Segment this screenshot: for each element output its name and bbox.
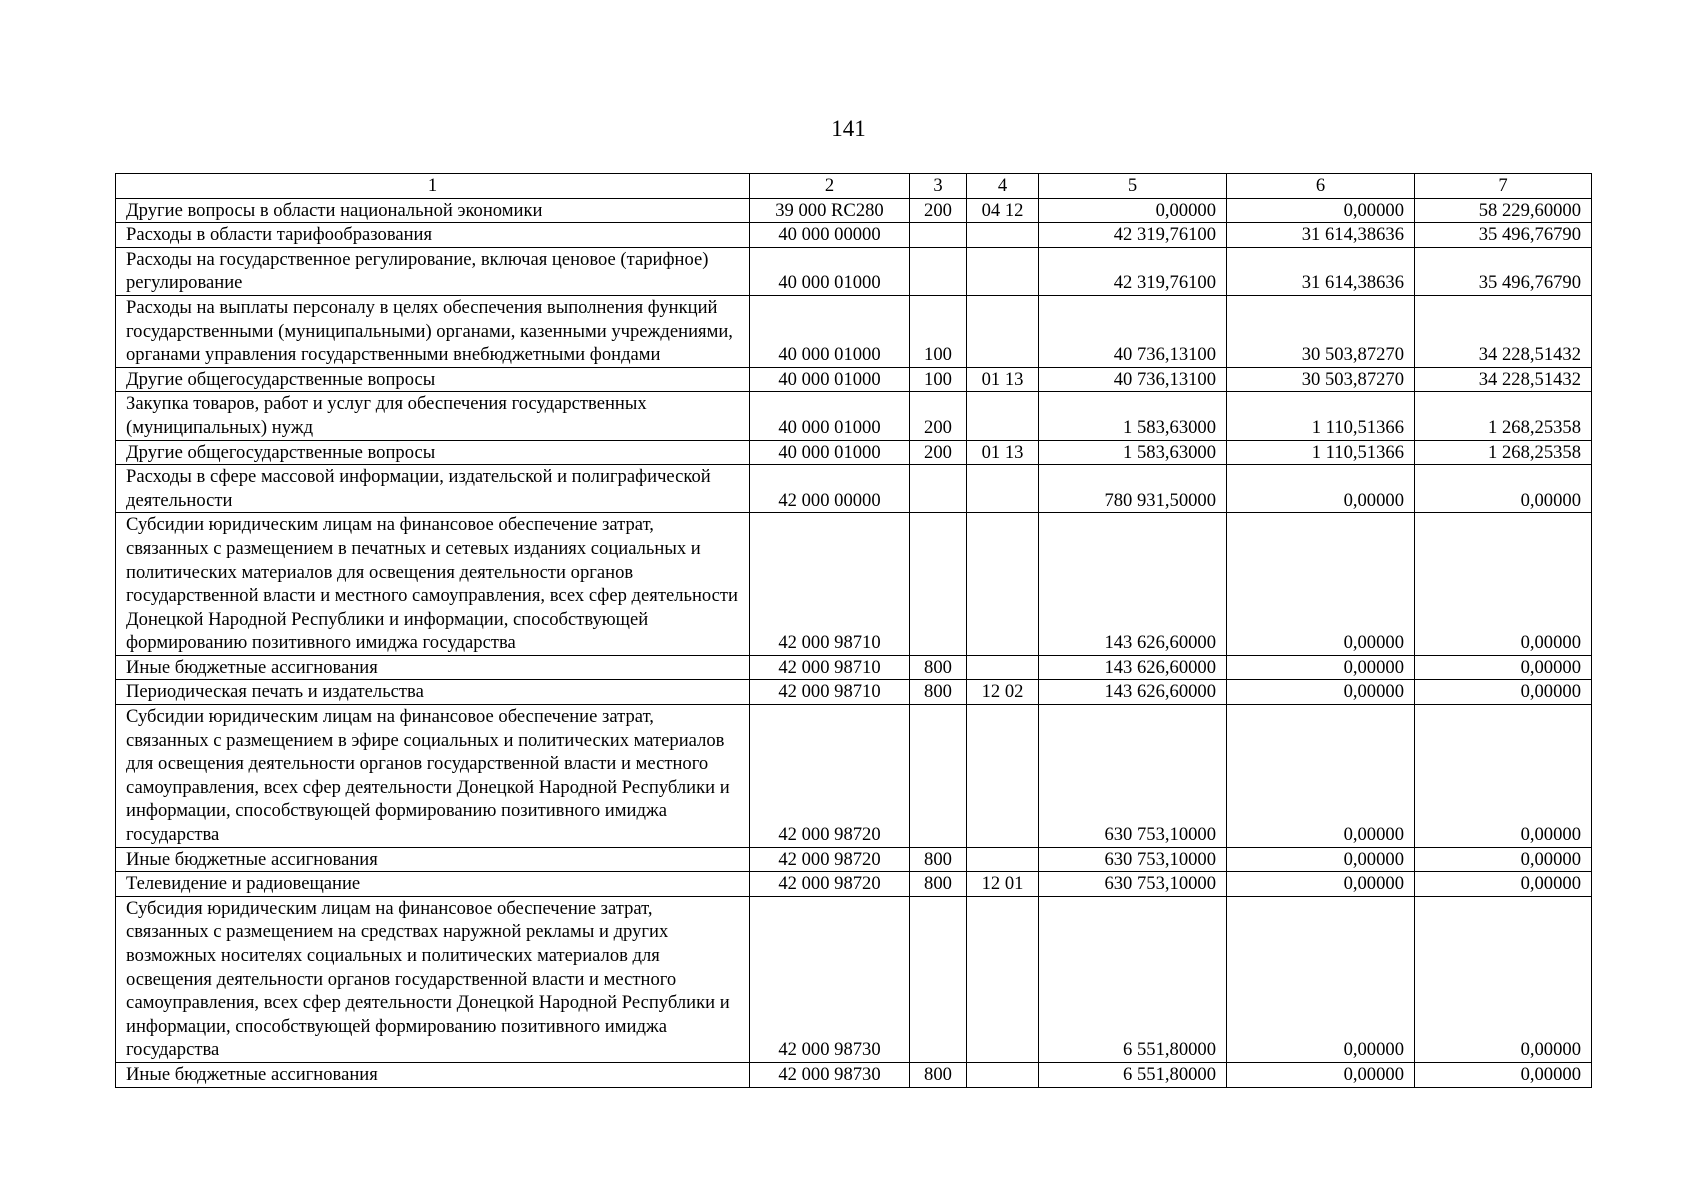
row-section-code	[967, 847, 1039, 872]
row-amount-col7: 0,00000	[1415, 872, 1592, 897]
row-amount-col6: 30 503,87270	[1227, 367, 1415, 392]
row-amount-col6: 1 110,51366	[1227, 392, 1415, 440]
row-amount-col5: 630 753,10000	[1039, 847, 1227, 872]
row-amount-col7: 35 496,76790	[1415, 223, 1592, 248]
row-amount-col6: 0,00000	[1227, 655, 1415, 680]
row-expense-type	[910, 705, 967, 848]
row-target-code: 40 000 00000	[750, 223, 910, 248]
row-name: Расходы на выплаты персоналу в целях обеспечения выполнения функций государственными (муниципальными) органами, казенными учреждениями, органами управления государственными внебюджетными фондами	[116, 295, 750, 367]
row-expense-type: 800	[910, 680, 967, 705]
table-row	[116, 465, 1592, 513]
row-amount-col5: 42 319,76100	[1039, 223, 1227, 248]
row-amount-col5: 42 319,76100	[1039, 247, 1227, 295]
table-row	[116, 872, 1592, 897]
row-expense-type	[910, 513, 967, 656]
row-expense-type: 800	[910, 655, 967, 680]
row-amount-col5: 143 626,60000	[1039, 513, 1227, 656]
table-row	[116, 295, 1592, 367]
row-name: Иные бюджетные ассигнования	[116, 847, 750, 872]
table-row	[116, 655, 1592, 680]
row-target-code: 42 000 98710	[750, 680, 910, 705]
row-amount-col7: 1 268,25358	[1415, 392, 1592, 440]
row-amount-col6: 1 110,51366	[1227, 440, 1415, 465]
row-target-code: 42 000 98730	[750, 1062, 910, 1087]
budget-table	[115, 173, 1592, 1088]
row-amount-col5: 1 583,63000	[1039, 440, 1227, 465]
row-section-code	[967, 295, 1039, 367]
table-row	[116, 247, 1592, 295]
row-section-code	[967, 392, 1039, 440]
row-section-code	[967, 896, 1039, 1062]
row-expense-type: 200	[910, 392, 967, 440]
table-row	[116, 392, 1592, 440]
row-name: Иные бюджетные ассигнования	[116, 655, 750, 680]
row-expense-type: 100	[910, 367, 967, 392]
row-target-code: 42 000 98730	[750, 896, 910, 1062]
row-target-code: 42 000 98710	[750, 513, 910, 656]
row-expense-type	[910, 465, 967, 513]
row-amount-col5: 40 736,13100	[1039, 367, 1227, 392]
row-amount-col6: 0,00000	[1227, 896, 1415, 1062]
row-target-code: 40 000 01000	[750, 367, 910, 392]
row-name: Закупка товаров, работ и услуг для обеспечения государственных (муниципальных) нужд	[116, 392, 750, 440]
row-name: Расходы в области тарифообразования	[116, 223, 750, 248]
table-row	[116, 440, 1592, 465]
row-amount-col7: 34 228,51432	[1415, 295, 1592, 367]
row-target-code: 42 000 98710	[750, 655, 910, 680]
column-number: 6	[1227, 174, 1415, 199]
table-row	[116, 223, 1592, 248]
row-target-code: 40 000 01000	[750, 295, 910, 367]
row-amount-col5: 0,00000	[1039, 198, 1227, 223]
row-amount-col6: 0,00000	[1227, 847, 1415, 872]
row-amount-col5: 630 753,10000	[1039, 872, 1227, 897]
row-name: Телевидение и радиовещание	[116, 872, 750, 897]
table-row	[116, 705, 1592, 848]
table-row	[116, 680, 1592, 705]
row-amount-col6: 30 503,87270	[1227, 295, 1415, 367]
column-number: 5	[1039, 174, 1227, 199]
table-row	[116, 198, 1592, 223]
column-number: 7	[1415, 174, 1592, 199]
row-amount-col6: 0,00000	[1227, 513, 1415, 656]
table-row	[116, 513, 1592, 656]
row-amount-col7: 0,00000	[1415, 655, 1592, 680]
row-expense-type	[910, 247, 967, 295]
row-section-code	[967, 247, 1039, 295]
table-row	[116, 847, 1592, 872]
row-target-code: 39 000 RC280	[750, 198, 910, 223]
row-expense-type: 200	[910, 198, 967, 223]
row-target-code: 42 000 98720	[750, 872, 910, 897]
column-number: 4	[967, 174, 1039, 199]
row-amount-col5: 40 736,13100	[1039, 295, 1227, 367]
row-amount-col7: 34 228,51432	[1415, 367, 1592, 392]
row-amount-col6: 31 614,38636	[1227, 223, 1415, 248]
column-number: 3	[910, 174, 967, 199]
row-name: Другие общегосударственные вопросы	[116, 440, 750, 465]
row-name: Расходы в сфере массовой информации, издательской и полиграфической деятельности	[116, 465, 750, 513]
table-row	[116, 1062, 1592, 1087]
row-amount-col7: 0,00000	[1415, 513, 1592, 656]
row-target-code: 42 000 98720	[750, 705, 910, 848]
row-amount-col6: 0,00000	[1227, 1062, 1415, 1087]
row-name: Субсидии юридическим лицам на финансовое обеспечение затрат, связанных с размещением в печатных и сетевых изданиях социальных и политических материалов для освещения деятельности органов государственной власти и местного самоуправления, всех сфер деятельности Донецкой Народной Республики и информации, способствующей формированию позитивного имиджа государства	[116, 513, 750, 656]
column-number-row	[116, 174, 1592, 199]
row-name: Расходы на государственное регулирование, включая ценовое (тарифное) регулирование	[116, 247, 750, 295]
row-expense-type: 200	[910, 440, 967, 465]
row-amount-col5: 780 931,50000	[1039, 465, 1227, 513]
row-amount-col7: 35 496,76790	[1415, 247, 1592, 295]
table-row	[116, 367, 1592, 392]
row-section-code	[967, 223, 1039, 248]
row-expense-type: 800	[910, 1062, 967, 1087]
row-amount-col7: 1 268,25358	[1415, 440, 1592, 465]
row-amount-col5: 630 753,10000	[1039, 705, 1227, 848]
row-amount-col5: 6 551,80000	[1039, 1062, 1227, 1087]
row-amount-col7: 0,00000	[1415, 1062, 1592, 1087]
row-target-code: 40 000 01000	[750, 247, 910, 295]
row-section-code	[967, 655, 1039, 680]
column-number: 1	[116, 174, 750, 199]
row-name: Другие вопросы в области национальной экономики	[116, 198, 750, 223]
row-section-code: 12 01	[967, 872, 1039, 897]
row-section-code	[967, 465, 1039, 513]
row-amount-col6: 0,00000	[1227, 198, 1415, 223]
row-section-code: 01 13	[967, 367, 1039, 392]
page-number: 141	[831, 116, 866, 141]
row-amount-col7: 0,00000	[1415, 680, 1592, 705]
row-section-code: 01 13	[967, 440, 1039, 465]
row-expense-type	[910, 896, 967, 1062]
row-amount-col7: 0,00000	[1415, 465, 1592, 513]
row-expense-type: 800	[910, 872, 967, 897]
column-number: 2	[750, 174, 910, 199]
row-target-code: 42 000 00000	[750, 465, 910, 513]
row-expense-type: 800	[910, 847, 967, 872]
row-section-code: 04 12	[967, 198, 1039, 223]
row-amount-col5: 1 583,63000	[1039, 392, 1227, 440]
row-name: Другие общегосударственные вопросы	[116, 367, 750, 392]
row-amount-col6: 0,00000	[1227, 465, 1415, 513]
row-amount-col7: 0,00000	[1415, 896, 1592, 1062]
row-amount-col6: 0,00000	[1227, 680, 1415, 705]
row-section-code: 12 02	[967, 680, 1039, 705]
row-expense-type: 100	[910, 295, 967, 367]
row-amount-col6: 0,00000	[1227, 705, 1415, 848]
row-target-code: 40 000 01000	[750, 392, 910, 440]
row-section-code	[967, 513, 1039, 656]
row-amount-col5: 6 551,80000	[1039, 896, 1227, 1062]
row-name: Субсидии юридическим лицам на финансовое обеспечение затрат, связанных с размещением в эфире социальных и политических материалов для освещения деятельности органов государственной власти и местного самоуправления, всех сфер деятельности Донецкой Народной Республики и информации, способствующей формированию позитивного имиджа государства	[116, 705, 750, 848]
row-name: Субсидия юридическим лицам на финансовое обеспечение затрат, связанных с размещением на средствах наружной рекламы и других возможных носителях социальных и политических материалов для освещения деятельности органов государственной власти и местного самоуправления, всех сфер деятельности Донецкой Народной Республики и информации, способствующей формированию позитивного имиджа государства	[116, 896, 750, 1062]
row-expense-type	[910, 223, 967, 248]
row-target-code: 40 000 01000	[750, 440, 910, 465]
row-target-code: 42 000 98720	[750, 847, 910, 872]
row-amount-col6: 0,00000	[1227, 872, 1415, 897]
row-amount-col7: 58 229,60000	[1415, 198, 1592, 223]
budget-table-body	[116, 198, 1592, 1087]
row-amount-col5: 143 626,60000	[1039, 655, 1227, 680]
row-name: Периодическая печать и издательства	[116, 680, 750, 705]
table-row	[116, 896, 1592, 1062]
row-amount-col7: 0,00000	[1415, 847, 1592, 872]
row-amount-col6: 31 614,38636	[1227, 247, 1415, 295]
row-amount-col5: 143 626,60000	[1039, 680, 1227, 705]
row-name: Иные бюджетные ассигнования	[116, 1062, 750, 1087]
row-section-code	[967, 1062, 1039, 1087]
row-section-code	[967, 705, 1039, 848]
row-amount-col7: 0,00000	[1415, 705, 1592, 848]
